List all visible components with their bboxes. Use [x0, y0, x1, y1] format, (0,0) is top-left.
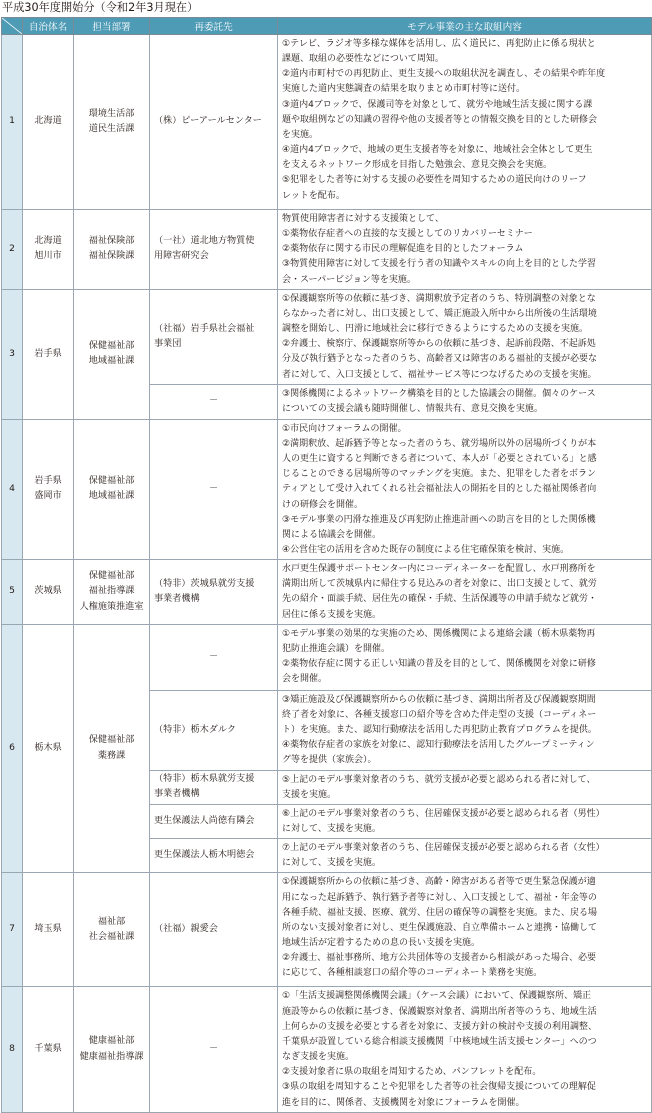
row-number: 7	[2, 873, 23, 987]
subcontractor-cell: －	[150, 987, 278, 1112]
description-cell: 水戸更生保護サポートセンター内にコーディネーターを配置し、水戸刑務所を 満期出所して茨城県内に帰住する見込みの者を対象に、出口支援として、就労 先の紹介・面談手続、居住先の確保・手続、生活保護等の申請手続など就労・ 居住に係る支援を実施。	[278, 560, 652, 625]
subcontractor-cell: －	[150, 624, 278, 690]
table-body	[2, 35, 652, 1113]
municipality-cell: 岩手県 盛岡市	[23, 419, 74, 559]
header-department: 担当部署	[74, 18, 150, 35]
municipality-cell: 栃木県	[23, 624, 74, 873]
department-cell: 保健福祉部 福祉指導課 人権施策推進室	[74, 560, 150, 625]
municipality-cell: 岩手県	[23, 289, 74, 419]
subcontractor-cell: （特非）栃木県就労支援 事業者機構	[150, 770, 278, 804]
subcontractor-cell: （株）ピーアールセンター	[150, 35, 278, 210]
row-number: 2	[2, 210, 23, 290]
description-cell: ③関係機関によるネットワーク構築を目的とした協議会の開催。個々のケース についての支援会議も随時開催し、情報共有、意見交換を実施。	[278, 384, 652, 419]
department-cell: 保健福祉部 地域福祉課	[74, 419, 150, 559]
row-number: 8	[2, 987, 23, 1112]
description-cell: ①保護観察所等の依頼に基づき、満期釈放予定者のうち、特別調整の対象とな らなかった者に対し、出口支援として、矯正施設入所中から出所後の生活環境 調整を開始し、円滑に地域社会に移行できるようにするための支援を実施。 ②弁護士、検察庁、保護観察所等からの依頼に基づき、起訴前段階、不起訴処 分及び執行猶予となった者のうち、高齢者又は障害のある福祉的支援が必要な 者に対して、入口支援として、福祉サービス等につなげるための支援を実施。	[278, 289, 652, 384]
description-cell: ①モデル事業の効果的な実施のため、関係機関による連絡会議（栃木県薬物再 犯防止推進会議）を開催。 ②薬物依存症に関する正しい知識の普及を目的として、関係機関を対象に研修 会を開催。	[278, 624, 652, 690]
header-corner-cell	[2, 18, 23, 35]
row-number: 3	[2, 289, 23, 419]
description-cell: ①保護観察所からの依頼に基づき、高齢・障害がある者等で更生緊急保護が適 用になった起訴猶予、執行猶予者等に対し、入口支援として、福祉・年金等の 各種手続、福祉支援、医療、就労、住居の確保等の調整を実施。また、戻る場 所のない支援対象者に対し、更生保護施設、自立準備ホームと連携・協働して 地域生活が定着するための息の長い支援を実施。 ②弁護士、福祉事務所、地方公共団体等の支援者から相談があった場合、必要 に応じて、各種相談窓口の紹介等のコーディネート業務を実施。	[278, 873, 652, 987]
subcontractor-cell: （社福）親愛会	[150, 873, 278, 987]
subcontractor-cell: （特非）茨城県就労支援 事業者機構	[150, 560, 278, 625]
table-row	[2, 624, 652, 690]
table-caption: 平成30年度開始分（令和2年3月現在）	[2, 1, 199, 14]
department-cell: 福祉部 社会福祉課	[74, 873, 150, 987]
description-cell: ⑥上記のモデル事業対象者のうち、住居確保支援が必要と認められる者（男性） に対して、支援を実施。	[278, 804, 652, 838]
subcontractor-cell: 更生保護法人尚徳有隣会	[150, 804, 278, 838]
header-description: モデル事業の主な取組内容	[278, 18, 652, 35]
table-row	[2, 419, 652, 559]
table-row	[2, 560, 652, 625]
subcontractor-cell: 更生保護法人栃木明徳会	[150, 839, 278, 873]
table-row	[2, 35, 652, 210]
department-cell: 健康福祉部 健康福祉指導課	[74, 987, 150, 1112]
table-row	[2, 873, 652, 987]
table-row	[2, 987, 652, 1112]
row-number: 5	[2, 560, 23, 625]
table-row	[2, 210, 652, 290]
department-cell: 保健福祉部 薬務課	[74, 624, 150, 873]
description-cell: ⑦上記のモデル事業対象者のうち、住居確保支援が必要と認められる者（女性） に対して、支援を実施。	[278, 839, 652, 873]
municipality-cell: 埼玉県	[23, 873, 74, 987]
model-project-table	[1, 17, 652, 1113]
table-header-row	[2, 18, 652, 35]
municipality-cell: 北海道	[23, 35, 74, 210]
row-number: 4	[2, 419, 23, 559]
department-cell: 保健福祉部 地域福祉課	[74, 289, 150, 419]
subcontractor-cell: －	[150, 384, 278, 419]
description-cell: 物質使用障害者に対する支援策として、 ①薬物依存症者への直接的な支援としてのリカバリーセミナー ②薬物依存に関する市民の理解促進を目的としたフォーラム ③物質使用障害に対して支援を行う者の知識やスキルの向上を目的とした学習 会・スーパービジョン等を実施。	[278, 210, 652, 290]
description-cell: ⑤上記のモデル事業対象者のうち、就労支援が必要と認められる者に対して、 支援を実施。	[278, 770, 652, 804]
description-cell: ①市民向けフォーラムの開催。 ②満期釈放、起訴猶予等となった者のうち、就労場所以外の居場所づくりが本 人の更生に資すると判断できる者について、本人が「必要とされている」と感 じることのできる居場所等のマッチングを実施。また、犯罪をした者をボラン ティアとして受け入れてくれる社会福祉法人の開拓を目的とした福祉関係者向 けの研修会を開催。 ③モデル事業の円滑な推進及び再犯防止推進計画への助言を目的とした関係機 関による協議会を開催。 ④公営住宅の活用を含めた既存の制度による住宅確保策を検討、実施。	[278, 419, 652, 559]
subcontractor-cell: （特非）栃木ダルク	[150, 690, 278, 770]
subcontractor-cell: （社福）岩手県社会福祉 事業団	[150, 289, 278, 384]
row-number: 6	[2, 624, 23, 873]
header-municipality: 自治体名	[23, 18, 74, 35]
description-cell: ③矯正施設及び保護観察所からの依頼に基づき、満期出所者及び保護観察期間 終了者を対象に、各種支援窓口の紹介等を含めた伴走型の支援（コーディネー ト）を実施。また、認知行動療法を活用した再犯防止教育プログラムを提供。 ④薬物依存症者の家族を対象に、認知行動療法を活用したグループミーティン グ等を提供（家族会）。	[278, 690, 652, 770]
municipality-cell: 茨城県	[23, 560, 74, 625]
header-subcontractor: 再委託先	[150, 18, 278, 35]
subcontractor-cell: （一社）道北地方物質使 用障害研究会	[150, 210, 278, 290]
subcontractor-cell: －	[150, 419, 278, 559]
municipality-cell: 北海道 旭川市	[23, 210, 74, 290]
description-cell: ①「生活支援調整関係機関会議」（ケース会議）において、保護観察所、矯正 施設等からの依頼に基づき、保護観察対象者、満期出所者等のうち、地域生活 上何らかの支援を必要とする者を対象に、支援方針の検討や支援の利用調整、 千葉県が設置している総合相談支援機関「中核地域生活支援センター」へのつ なぎ支援を実施。 ②支援対象者に県の取組を周知するため、パンフレットを配布。 ③県の取組を周知することや犯罪をした者等の社会復帰支援についての理解促 進を目的に、関係者、支援機関を対象にフォーラムを開催。	[278, 987, 652, 1112]
description-cell: ①テレビ、ラジオ等多様な媒体を活用し、広く道民に、再犯防止に係る現状と 課題、取組の必要性などについて周知。 ②道内市町村での再犯防止、更生支援への取組状況を調査し、その結果や昨年度 実施した道内実態調査の結果を取りまとめ市町村等に送付。 ③道内4ブロックで、保護司等を対象として、就労や地域生活支援に関する課 題や取組例などの知識の習得や他の支援者等との情報交換を目的とした研修会 を実施。 ④道内4ブロックで、地域の更生支援者等を対象に、地域社会全体として更生 を支えるネットワーク形成を目指した勉強会、意見交換会を実施。 ⑤犯罪をした者等に対する支援の必要性を周知するための道民向けのリーフ レットを配布。	[278, 35, 652, 210]
row-number: 1	[2, 35, 23, 210]
municipality-cell: 千葉県	[23, 987, 74, 1112]
table-row	[2, 289, 652, 384]
department-cell: 福祉保険部 福祉保険課	[74, 210, 150, 290]
department-cell: 環境生活部 道民生活課	[74, 35, 150, 210]
